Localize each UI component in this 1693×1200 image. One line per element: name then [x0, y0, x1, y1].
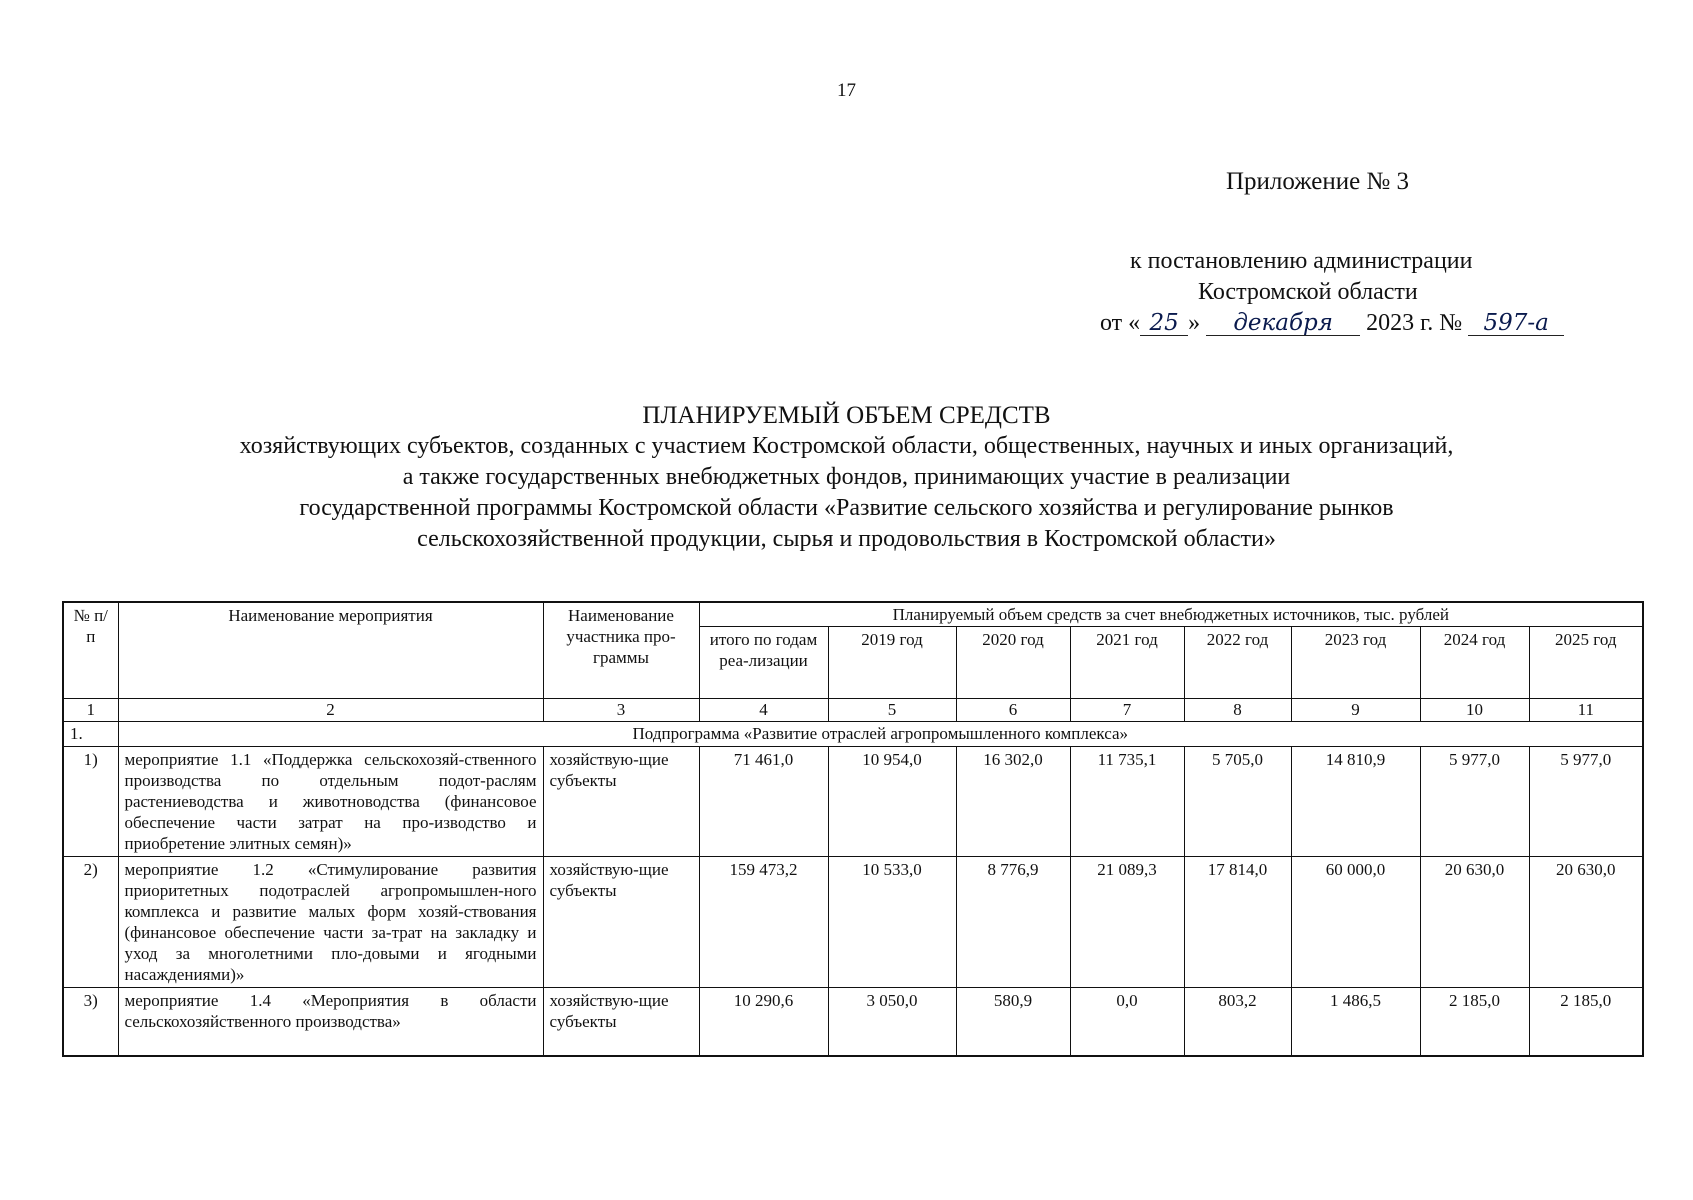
row-2019: 3 050,0 — [828, 988, 956, 1056]
resolution-line-1: к постановлению администрации — [1130, 248, 1473, 274]
row-2022: 17 814,0 — [1184, 857, 1291, 988]
date-close-quote: » — [1188, 310, 1201, 336]
document-title-line-4: сельскохозяйственной продукции, сырья и продовольствия в Костромской области» — [417, 526, 1276, 552]
row-2025: 2 185,0 — [1529, 988, 1643, 1056]
header-activity: Наименование мероприятия — [118, 602, 543, 699]
page-number: 17 — [837, 80, 856, 101]
header-2022: 2022 год — [1184, 627, 1291, 699]
funding-table — [62, 601, 1644, 1057]
document-title-main: ПЛАНИРУЕМЫЙ ОБЪЕМ СРЕДСТВ — [642, 402, 1051, 429]
column-number: 7 — [1070, 699, 1184, 722]
date-prefix: от « — [1100, 310, 1141, 336]
row-activity: мероприятие 1.2 «Стимулирование развития приоритетных подотраслей агропромышлен-ного комплекса и развитие малых форм хозяй-ствования (финансовое обеспечение части за-трат на закладку и уход за многолетними пло-довыми и ягодными насаждениями)» — [118, 857, 543, 988]
row-2023: 14 810,9 — [1291, 747, 1420, 857]
column-number: 8 — [1184, 699, 1291, 722]
row-2025: 20 630,0 — [1529, 857, 1643, 988]
document-title-line-2: а также государственных внебюджетных фондов, принимающих участие в реализации — [402, 464, 1291, 490]
section-title: Подпрограмма «Развитие отраслей агропромышленного комплекса» — [118, 722, 1643, 747]
row-2021: 21 089,3 — [1070, 857, 1184, 988]
row-2020: 580,9 — [956, 988, 1070, 1056]
handwritten-day: 25 — [1140, 311, 1188, 336]
resolution-reference — [1100, 246, 1580, 339]
section-row — [63, 722, 1643, 747]
header-funding-group: Планируемый объем средств за счет внебюджетных источников, тыс. рублей — [699, 602, 1643, 627]
handwritten-number: 597-а — [1468, 311, 1564, 336]
appendix-title: Приложение № 3 — [1226, 168, 1410, 195]
row-participant: хозяйствую-щие субъекты — [543, 857, 699, 988]
header-2024: 2024 год — [1420, 627, 1529, 699]
row-2025: 5 977,0 — [1529, 747, 1643, 857]
column-number: 11 — [1529, 699, 1643, 722]
table-row — [63, 857, 1643, 988]
resolution-line-2: Костромской области — [1198, 279, 1418, 305]
table-header-row-1 — [63, 602, 1643, 627]
section-num: 1. — [63, 722, 118, 747]
row-num: 3) — [63, 988, 118, 1056]
row-2019: 10 954,0 — [828, 747, 956, 857]
document-title — [0, 400, 1693, 555]
table-row — [63, 988, 1643, 1056]
column-number: 6 — [956, 699, 1070, 722]
row-activity: мероприятие 1.4 «Мероприятия в области сельскохозяйственного производства» — [118, 988, 543, 1056]
row-2023: 60 000,0 — [1291, 857, 1420, 988]
row-2022: 803,2 — [1184, 988, 1291, 1056]
row-2023: 1 486,5 — [1291, 988, 1420, 1056]
header-2020: 2020 год — [956, 627, 1070, 699]
row-2021: 0,0 — [1070, 988, 1184, 1056]
header-2019: 2019 год — [828, 627, 956, 699]
row-2020: 8 776,9 — [956, 857, 1070, 988]
column-number: 10 — [1420, 699, 1529, 722]
header-total: итого по годам реа-лизации — [699, 627, 828, 699]
header-2021: 2021 год — [1070, 627, 1184, 699]
document-title-line-1: хозяйствующих субъектов, созданных с участием Костромской области, общественных, научных и иных организаций, — [239, 433, 1454, 459]
column-number: 3 — [543, 699, 699, 722]
row-total: 10 290,6 — [699, 988, 828, 1056]
row-participant: хозяйствую-щие субъекты — [543, 747, 699, 857]
column-number: 2 — [118, 699, 543, 722]
row-num: 1) — [63, 747, 118, 857]
column-number: 5 — [828, 699, 956, 722]
column-number-row — [63, 699, 1643, 722]
column-number: 9 — [1291, 699, 1420, 722]
row-num: 2) — [63, 857, 118, 988]
header-2025: 2025 год — [1529, 627, 1643, 699]
header-2023: 2023 год — [1291, 627, 1420, 699]
row-total: 71 461,0 — [699, 747, 828, 857]
resolution-date-line — [1100, 308, 1580, 339]
row-2019: 10 533,0 — [828, 857, 956, 988]
row-2022: 5 705,0 — [1184, 747, 1291, 857]
header-num: № п/п — [63, 602, 118, 699]
column-number: 4 — [699, 699, 828, 722]
year-text: 2023 г. № — [1366, 310, 1463, 336]
row-total: 159 473,2 — [699, 857, 828, 988]
row-2020: 16 302,0 — [956, 747, 1070, 857]
handwritten-month: декабря — [1206, 311, 1360, 336]
row-activity: мероприятие 1.1 «Поддержка сельскохозяй-ственного производства по отдельным подот-раслям растениеводства и животноводства (финансовое обеспечение части затрат на про-изводство и приобретение элитных семян)» — [118, 747, 543, 857]
row-2021: 11 735,1 — [1070, 747, 1184, 857]
header-participant: Наименование участника про-граммы — [543, 602, 699, 699]
row-2024: 2 185,0 — [1420, 988, 1529, 1056]
row-2024: 20 630,0 — [1420, 857, 1529, 988]
column-number: 1 — [63, 699, 118, 722]
row-participant: хозяйствую-щие субъекты — [543, 988, 699, 1056]
row-2024: 5 977,0 — [1420, 747, 1529, 857]
table-row — [63, 747, 1643, 857]
document-title-line-3: государственной программы Костромской области «Развитие сельского хозяйства и регулирование рынков — [299, 495, 1394, 521]
